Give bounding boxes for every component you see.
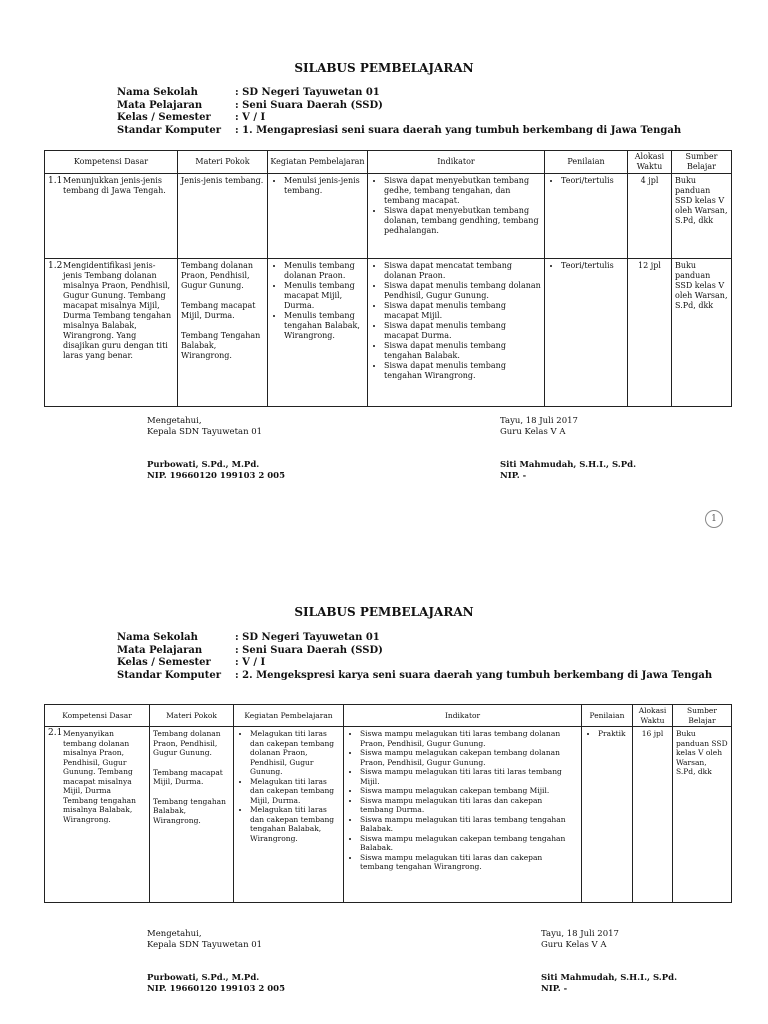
signer-name: Siti Mahmudah, S.H.I., S.Pd. xyxy=(500,460,637,470)
sign-line: Kepala SDN Tayuwetan 01 xyxy=(147,427,263,437)
meta-key: Kelas / Semester xyxy=(117,112,211,123)
indikator-item: • Siswa mampu melagukan cakepan tembang tengahan Balabak. xyxy=(360,834,578,853)
penilaian-item: • Teori/tertulis xyxy=(561,176,624,186)
meta-value: : Seni Suara Daerah (SSD) xyxy=(235,644,383,656)
meta-key: Standar Komputer xyxy=(117,669,222,681)
meta-key: Nama Sekolah xyxy=(117,632,198,643)
header-cell: Materi Pokok xyxy=(178,151,268,174)
header-info xyxy=(117,632,712,682)
kegiatan-item: • Menulsi jenis-jenis tembang. xyxy=(284,176,364,196)
sumber-cell: Buku panduan SSD kelas V oleh Warsan, S.Pd, dkk xyxy=(672,259,732,407)
kd-number: 2.1 xyxy=(48,728,63,738)
signer-name: Purbowati, S.Pd., M.Pd. xyxy=(147,973,260,983)
header-cell: Penilaian xyxy=(545,151,628,174)
kegiatan-item: • Melagukan titi laras dan cakepan tembang dolanan Praon, Pendhisil, Gugur Gunung. xyxy=(250,729,340,777)
syllabus-table xyxy=(44,150,732,407)
indikator-item: • Siswa dapat menulis tembang macapat Mijil. xyxy=(384,301,541,321)
indikator-cell xyxy=(368,174,545,259)
kd-number: 1.1 xyxy=(48,176,63,186)
indikator-item: • Siswa mampu melagukan cakepan tembang Mijil. xyxy=(360,786,578,796)
indikator-item: • Siswa dapat menulis tembang tengahan Wirangrong. xyxy=(384,361,541,381)
syllabus-table xyxy=(44,704,732,903)
indikator-item: • Siswa dapat mencatat tembang dolanan Praon. xyxy=(384,261,541,281)
materi-item: Tembang dolanan Praon, Pendhisil, Gugur Gunung. xyxy=(181,261,254,290)
sumber-cell: Buku panduan SSD kelas V oleh Warsan, S.Pd, dkk xyxy=(673,727,732,903)
signature-right xyxy=(541,929,677,995)
header-cell: Indikator xyxy=(344,705,582,727)
table-row xyxy=(45,727,732,903)
table-row xyxy=(45,174,732,259)
kd-cell xyxy=(45,174,178,259)
header-info xyxy=(117,87,681,137)
table-header xyxy=(45,705,732,727)
signer-nip: NIP. - xyxy=(541,984,568,994)
kegiatan-item: • Menulis tembang dolanan Praon. xyxy=(284,261,364,281)
header-cell: Kompetensi Dasar xyxy=(45,705,150,727)
kegiatan-cell xyxy=(268,259,368,407)
kegiatan-item: • Menulis tembang macapat Mijil, Durma. xyxy=(284,281,364,311)
penilaian-item: • Teori/tertulis xyxy=(561,261,624,271)
materi-item: Tembang Tengahan Balabak, Wirangrong. xyxy=(181,331,261,360)
kegiatan-cell xyxy=(268,174,368,259)
kd-number: 1.2 xyxy=(48,261,63,271)
sign-line: Guru Kelas V A xyxy=(541,940,607,950)
header-cell: Kegiatan Pembelajaran xyxy=(234,705,344,727)
indikator-item: • Siswa dapat menulis tembang tengahan Balabak. xyxy=(384,341,541,361)
indikator-item: • Siswa mampu melagukan titi laras dan cakepan tembang Durma. xyxy=(360,796,578,815)
table-row xyxy=(45,259,732,407)
materi-cell xyxy=(178,259,268,407)
meta-value: : SD Negeri Tayuwetan 01 xyxy=(235,87,380,98)
meta-value: : 2. Mengekspresi karya seni suara daerah yang tumbuh berkembang di Jawa Tengah xyxy=(235,669,713,681)
indikator-item: • Siswa mampu melagukan titi laras tembang dolanan Praon, Pendhisil, Gugur Gunung. xyxy=(360,729,578,748)
signature-left xyxy=(147,929,285,995)
materi-item: Tembang dolanan Praon, Pendhisil, Gugur Gunung. xyxy=(153,729,221,757)
sign-line: Tayu, 18 Juli 2017 xyxy=(541,929,619,939)
header-cell: Indikator xyxy=(368,151,545,174)
header-cell: Kegiatan Pembelajaran xyxy=(268,151,368,174)
signer-nip: NIP. - xyxy=(500,471,527,481)
table-header xyxy=(45,151,732,174)
materi-cell xyxy=(150,727,234,903)
meta-key: Nama Sekolah xyxy=(117,87,198,98)
indikator-item: • Siswa mampu melagukan cakepan tembang dolanan Praon, Pendhisil, Gugur Gunung. xyxy=(360,748,578,767)
kd-text: Menunjukkan jenis-jenis tembang di Jawa Tengah. xyxy=(63,176,166,195)
penilaian-cell xyxy=(582,727,633,903)
kegiatan-cell xyxy=(234,727,344,903)
indikator-cell xyxy=(368,259,545,407)
sign-line: Guru Kelas V A xyxy=(500,427,566,437)
sign-line: Tayu, 18 Juli 2017 xyxy=(500,416,578,426)
indikator-item: • Siswa dapat menyebutkan tembang dolanan, tembang gendhing, tembang pedhalangan. xyxy=(384,206,541,236)
sign-line: Mengetahui, xyxy=(147,929,202,939)
kegiatan-item: • Melagukan titi laras dan cakepan tembang Mijil, Durma. xyxy=(250,777,340,806)
indikator-item: • Siswa mampu melagukan titi laras tembang tengahan Balabak. xyxy=(360,815,578,834)
sign-line: Kepala SDN Tayuwetan 01 xyxy=(147,940,263,950)
sumber-cell: Buku panduan SSD kelas V oleh Warsan, S.Pd, dkk xyxy=(672,174,732,259)
header-cell: Alokasi Waktu xyxy=(628,151,672,174)
alokasi-cell: 16 jpl xyxy=(633,727,673,903)
indikator-item: • Siswa mampu melagukan titi laras dan cakepan tembang tengahan Wirangrong. xyxy=(360,853,578,872)
alokasi-cell: 12 jpl xyxy=(628,259,672,407)
kd-cell xyxy=(45,727,150,903)
meta-key: Mata Pelajaran xyxy=(117,99,203,111)
indikator-item: • Siswa dapat menyebutkan tembang gedhe, tembang tengahan, dan tembang macapat. xyxy=(384,176,541,206)
indikator-item: • Siswa dapat menulis tembang macapat Durma. xyxy=(384,321,541,341)
signer-nip: NIP. 19660120 199103 2 005 xyxy=(147,984,285,994)
materi-item: Tembang macapat Mijil, Durma. xyxy=(153,767,223,786)
materi-cell xyxy=(178,174,268,259)
indikator-item: • Siswa dapat menulis tembang dolanan Pendhisil, Gugur Gunung. xyxy=(384,281,541,301)
page-2 xyxy=(0,545,768,1024)
alokasi-cell: 4 jpl xyxy=(628,174,672,259)
header-cell: Materi Pokok xyxy=(150,705,234,727)
meta-value: : SD Negeri Tayuwetan 01 xyxy=(235,632,380,643)
header-cell: Sumber Belajar xyxy=(672,151,732,174)
penilaian-cell xyxy=(545,259,628,407)
signer-nip: NIP. 19660120 199103 2 005 xyxy=(147,471,285,481)
kd-text: Mengidentifikasi jenis-jenis Tembang dolanan misalnya Praon, Pendhisil, Gugur Gunung. Tembang macapat misalnya Mijil, Durma Tembang tengahan misalnya Balabak, Wirangrong. Yang disajikan guru dengan titi laras yang benar. xyxy=(63,261,172,360)
kegiatan-item: • Menulis tembang tengahan Balabak, Wirangrong. xyxy=(284,311,364,341)
header-cell: Penilaian xyxy=(582,705,633,727)
meta-value: : V / I xyxy=(235,112,266,123)
penilaian-item: • Praktik xyxy=(598,729,629,739)
kegiatan-item: • Melagukan titi laras dan cakepan tembang tengahan Balabak, Wirangrong. xyxy=(250,805,340,843)
page-number-badge: 1 xyxy=(705,510,723,528)
page-title: SILABUS PEMBELAJARAN xyxy=(294,605,474,619)
meta-key: Standar Komputer xyxy=(117,124,222,136)
indikator-item: • Siswa mampu melagukan titi laras titi laras tembang Mijil. xyxy=(360,767,578,786)
sign-line: Mengetahui, xyxy=(147,416,202,426)
materi-item: Tembang tengahan Balabak, Wirangrong. xyxy=(153,796,226,825)
meta-key: Kelas / Semester xyxy=(117,657,211,668)
signer-name: Siti Mahmudah, S.H.I., S.Pd. xyxy=(541,973,678,983)
meta-value: : V / I xyxy=(235,657,266,668)
signer-name: Purbowati, S.Pd., M.Pd. xyxy=(147,460,260,470)
meta-key: Mata Pelajaran xyxy=(117,644,203,656)
kd-cell xyxy=(45,259,178,407)
page-title: SILABUS PEMBELAJARAN xyxy=(294,61,474,75)
header-cell: Kompetensi Dasar xyxy=(45,151,178,174)
meta-value: : Seni Suara Daerah (SSD) xyxy=(235,99,383,111)
materi-item: Tembang macapat Mijil, Durma. xyxy=(181,301,256,320)
kd-text: Menyanyikan tembang dolanan misalnya Praon, Pendhisil, Gugur Gunung. Tembang macapat misalnya Mijil, Durma Tembang tengahan misalnya Balabak, Wirangrong. xyxy=(63,729,136,824)
signature-right xyxy=(500,416,636,482)
indikator-cell xyxy=(344,727,582,903)
penilaian-cell xyxy=(545,174,628,259)
header-cell: Alokasi Waktu xyxy=(633,705,673,727)
signature-left xyxy=(147,416,285,482)
meta-value: : 1. Mengapresiasi seni suara daerah yang tumbuh berkembang di Jawa Tengah xyxy=(235,124,682,136)
header-cell: Sumber Belajar xyxy=(673,705,732,727)
materi-item: Jenis-jenis tembang. xyxy=(181,176,264,185)
